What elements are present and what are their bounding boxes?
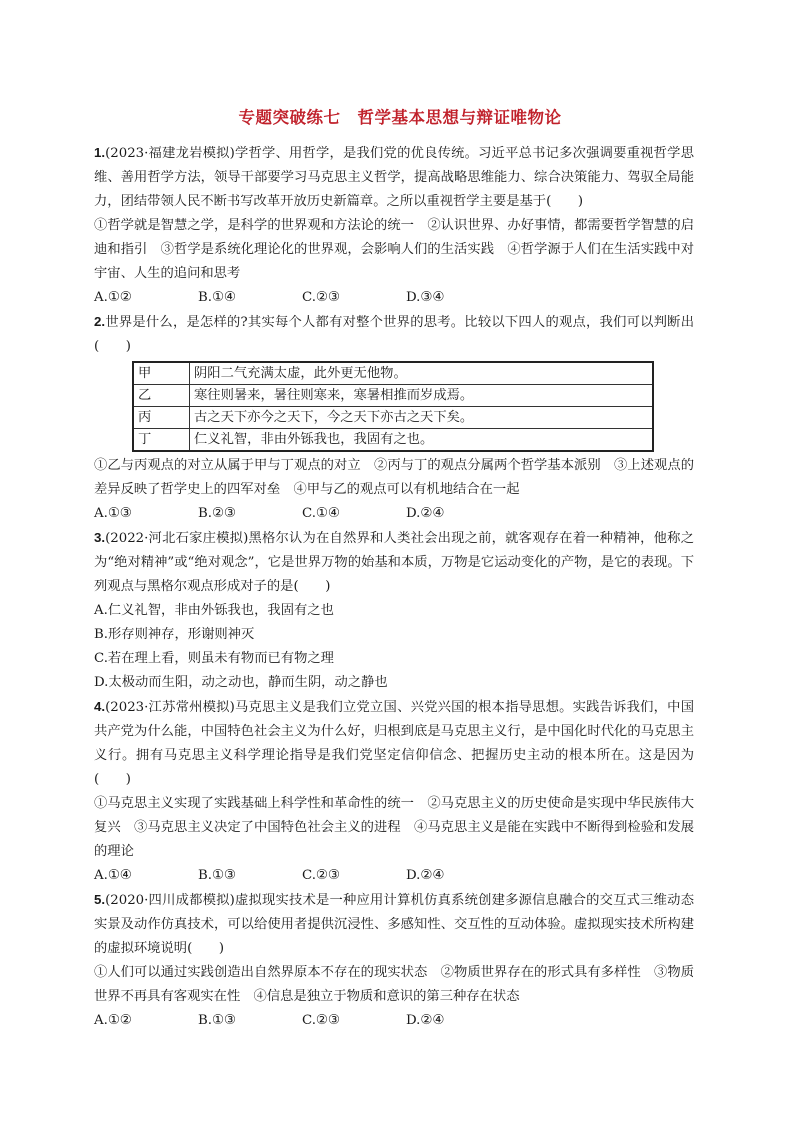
answer-options [94, 1009, 694, 1033]
option-a[interactable]: A.①③ [94, 506, 132, 521]
exercise-page [94, 104, 774, 1033]
table-row [133, 385, 653, 407]
option-c[interactable]: C.②③ [302, 1013, 340, 1028]
question-number: 2. [94, 314, 106, 329]
option-b[interactable]: B.①③ [198, 1013, 236, 1028]
choice-a[interactable]: A.仁义礼智，非由外铄我也，我固有之也 [94, 603, 334, 618]
table-cell-view: 古之天下亦今之天下，今之天下亦古之天下矣。 [190, 407, 654, 429]
option-b[interactable]: B.②③ [198, 506, 236, 521]
question-statements: ①乙与丙观点的对立从属于甲与丁观点的对立 ②丙与丁的观点分属两个哲学基本派别 ③上述观点的差异反映了哲学史上的四军对垒 ④甲与乙的观点可以有机地结合在一起 [94, 458, 694, 497]
question-1 [94, 141, 694, 310]
option-b[interactable]: B.①④ [198, 290, 236, 305]
question-statements: ①哲学就是智慧之学，是科学的世界观和方法论的统一 ②认识世界、办好事情，都需要哲学智慧的启迪和指引 ③哲学是系统化理论化的世界观，会影响人们的生活实践 ④哲学源于人们在生活实践中对宇宙、人生的追问和思考 [94, 218, 694, 281]
table-cell-view: 寒往则暑来，暑往则寒来，寒暑相推而岁成焉。 [190, 385, 654, 407]
table-row [133, 362, 653, 385]
question-4 [94, 695, 694, 888]
choice-b[interactable]: B.形存则神存，形谢则神灭 [94, 627, 255, 642]
option-d[interactable]: D.②④ [406, 506, 445, 521]
table-cell-view: 仁义礼智，非由外铄我也，我固有之也。 [190, 429, 654, 452]
question-statements: ①人们可以通过实践创造出自然界原本不存在的现实状态 ②物质世界存在的形式具有多样性 ③物质世界不再具有客观实在性 ④信息是独立于物质和意识的第三种存在状态 [94, 965, 694, 1004]
question-stem: (2023·江苏常州模拟)马克思主义是我们立党立国、兴党兴国的根本指导思想。实践告诉我们，中国共产党为什么能，中国特色社会主义为什么好，归根到底是马克思主义行，是中国化时代化的马克思主义行。拥有马克思主义科学理论指导是我们党坚定信仰信念、把握历史主动的根本所在。这是因为( ) [94, 700, 694, 787]
question-stem: (2020·四川成都模拟)虚拟现实技术是一种应用计算机仿真系统创建多源信息融合的交互式三维动态实景及动作仿真技术，可以给使用者提供沉浸性、多感知性、交互性的互动体验。虚拟现实技术所构建的虚拟环境说明( ) [94, 893, 694, 956]
table-cell-person: 乙 [133, 385, 190, 407]
option-a[interactable]: A.①④ [94, 868, 132, 883]
question-number: 3. [94, 530, 106, 545]
question-stem: (2022·河北石家庄模拟)黑格尔认为在自然界和人类社会出现之前，就客观存在着一种精神，他称之为“绝对精神”或“绝对观念”，它是世界万物的始基和本质，万物是它运动变化的产物，是它的表现。下列观点与黑格尔观点形成对子的是( ) [94, 531, 694, 594]
question-3 [94, 526, 694, 695]
option-d[interactable]: D.③④ [406, 290, 445, 305]
option-c[interactable]: C.①④ [302, 506, 340, 521]
table-cell-view: 阴阳二气充满太虚，此外更无他物。 [190, 362, 654, 385]
question-2 [94, 310, 774, 526]
option-a[interactable]: A.①② [94, 1013, 132, 1028]
question-stem: (2023·福建龙岩模拟)学哲学、用哲学，是我们党的优良传统。习近平总书记多次强调要重视哲学思维、善用哲学方法，领导干部要学习马克思主义哲学，提高战略思维能力、综合决策能力、驾驭全局能力，团结带领人民不断书写改革开放历史新篇章。之所以重视哲学主要是基于( ) [94, 146, 694, 209]
choice-c[interactable]: C.若在理上看，则虽未有物而已有物之理 [94, 651, 334, 666]
table-cell-person: 丙 [133, 407, 190, 429]
table-cell-person: 丁 [133, 429, 190, 452]
option-d[interactable]: D.②④ [406, 868, 445, 883]
question-number: 4. [94, 699, 106, 714]
option-c[interactable]: C.②③ [302, 868, 340, 883]
page-title: 专题突破练七 哲学基本思想与辩证唯物论 [238, 108, 562, 127]
question-stem: 世界是什么，是怎样的?其实每个人都有对整个世界的思考。比较以下四人的观点，我们可以判断出 ( ) [94, 315, 774, 354]
option-d[interactable]: D.②④ [406, 1013, 445, 1028]
choice-d[interactable]: D.太极动而生阳，动之动也，静而生阴，动之静也 [94, 675, 388, 690]
answer-options [94, 286, 694, 310]
table-cell-person: 甲 [133, 362, 190, 385]
question-number: 1. [94, 145, 106, 160]
answer-options [94, 502, 694, 526]
question-5 [94, 888, 694, 1033]
question-statements: ①马克思主义实现了实践基础上科学性和革命性的统一 ②马克思主义的历史使命是实现中华民族伟大复兴 ③马克思主义决定了中国特色社会主义的进程 ④马克思主义是能在实践中不断得到检验和发展的理论 [94, 796, 694, 859]
option-c[interactable]: C.②③ [302, 290, 340, 305]
option-b[interactable]: B.①③ [198, 868, 236, 883]
table-row [133, 429, 653, 452]
answer-options [94, 864, 694, 888]
table-row [133, 407, 653, 429]
viewpoints-table [132, 361, 654, 452]
question-number: 5. [94, 892, 106, 907]
option-a[interactable]: A.①② [94, 290, 132, 305]
